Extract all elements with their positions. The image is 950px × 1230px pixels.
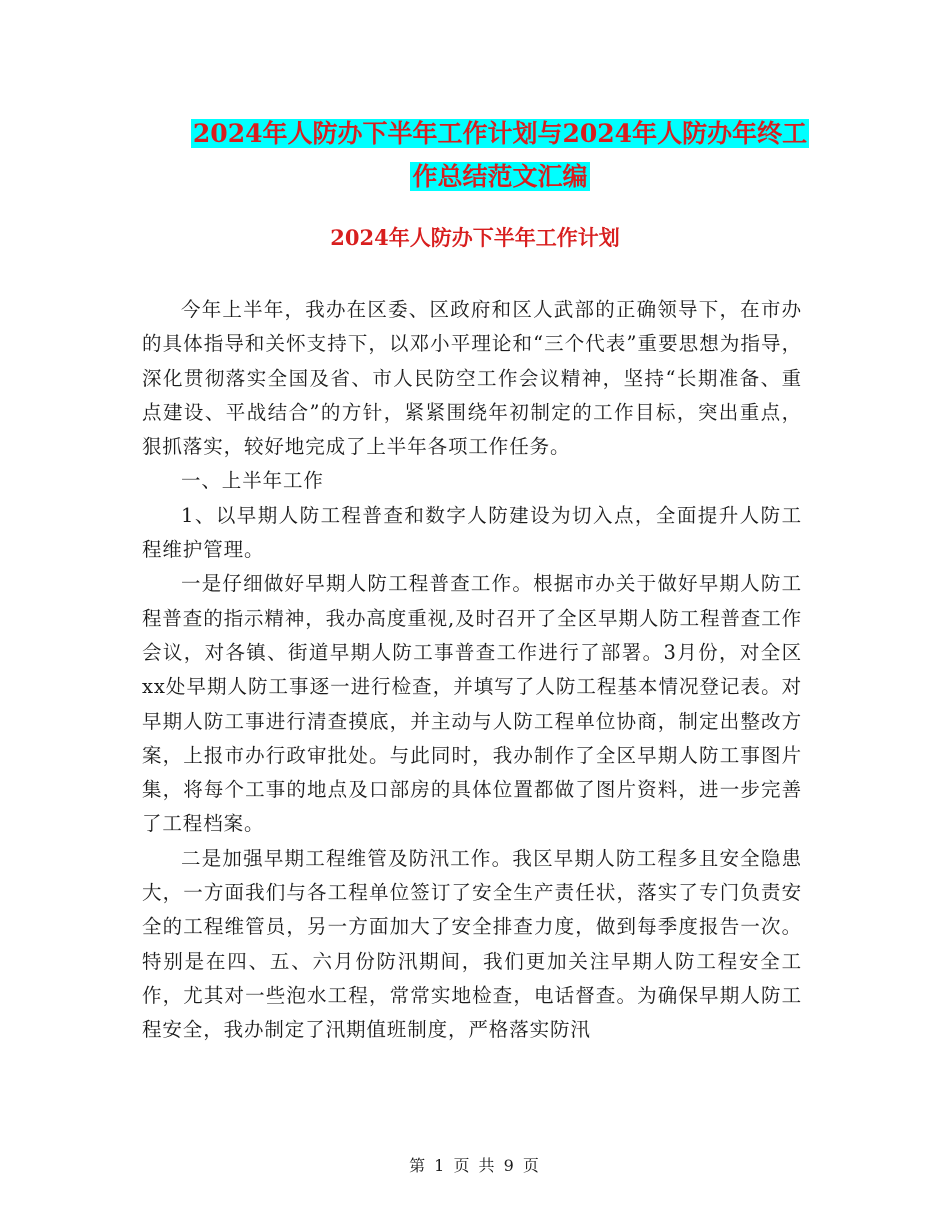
page-footer <box>0 1153 950 1176</box>
page-label-suffix: 页 <box>522 1156 541 1175</box>
document-title <box>140 112 860 198</box>
page-label-mid: 页 共 <box>453 1156 497 1175</box>
paragraph-point-1: 一是仔细做好早期人防工程普查工作。根据市办关于做好早期人防工程普查的指示精神，我办高度重视,及时召开了全区早期人防工程普查工作会议，对各镇、街道早期人防工事普查工作进行了部署。3月份，对全区xx处早期人防工事逐一进行检查，并填写了人防工程基本情况登记表。对早期人防工事进行清查摸底，并主动与人防工程单位协商，制定出整改方案，上报市办行政审批处。与此同时，我办制作了全区早期人防工事图片集，将每个工事的地点及口部房的具体位置都做了图片资料，进一步完善了工程档案。 <box>142 572 802 836</box>
page-total-number: 9 <box>503 1156 516 1175</box>
paragraph-point-2: 二是加强早期工程维管及防汛工作。我区早期人防工程多且安全隐患大，一方面我们与各工程单位签订了安全生产责任状，落实了专门负责安全的工程维管员，另一方面加大了安全排查力度，做到每季度报告一次。特别是在四、五、六月份防汛期间，我们更加关注早期人防工程安全工作，尤其对一些泡水工程，常常实地检查，电话督查。为确保早期人防工程安全，我办制定了汛期值班制度，严格落实防汛 <box>142 846 802 1042</box>
page-current-number: 1 <box>434 1156 447 1175</box>
page-label-prefix: 第 <box>409 1156 428 1175</box>
title-line-1: 2024年人防办下半年工作计划与2024年人防办年终工 <box>192 119 808 148</box>
section-title: 2024年人防办下半年工作计划 <box>330 225 620 250</box>
title-line-2: 作总结范文汇编 <box>412 162 588 191</box>
document-body <box>142 293 802 1048</box>
paragraph-intro: 今年上半年，我办在区委、区政府和区人武部的正确领导下，在市办的具体指导和关怀支持下，以邓小平理论和“三个代表”重要思想为指导，深化贯彻落实全国及省、市人民防空工作会议精神，坚持“长期准备、重点建设、平战结合”的方针，紧紧围绕年初制定的工作目标，突出重点，狠抓落实，较好地完成了上半年各项工作任务。 <box>142 298 802 459</box>
paragraph-heading-1: 一、上半年工作 <box>181 469 324 493</box>
paragraph-item-1: 1、以早期人防工程普查和数字人防建设为切入点，全面提升人防工程维护管理。 <box>142 503 802 562</box>
